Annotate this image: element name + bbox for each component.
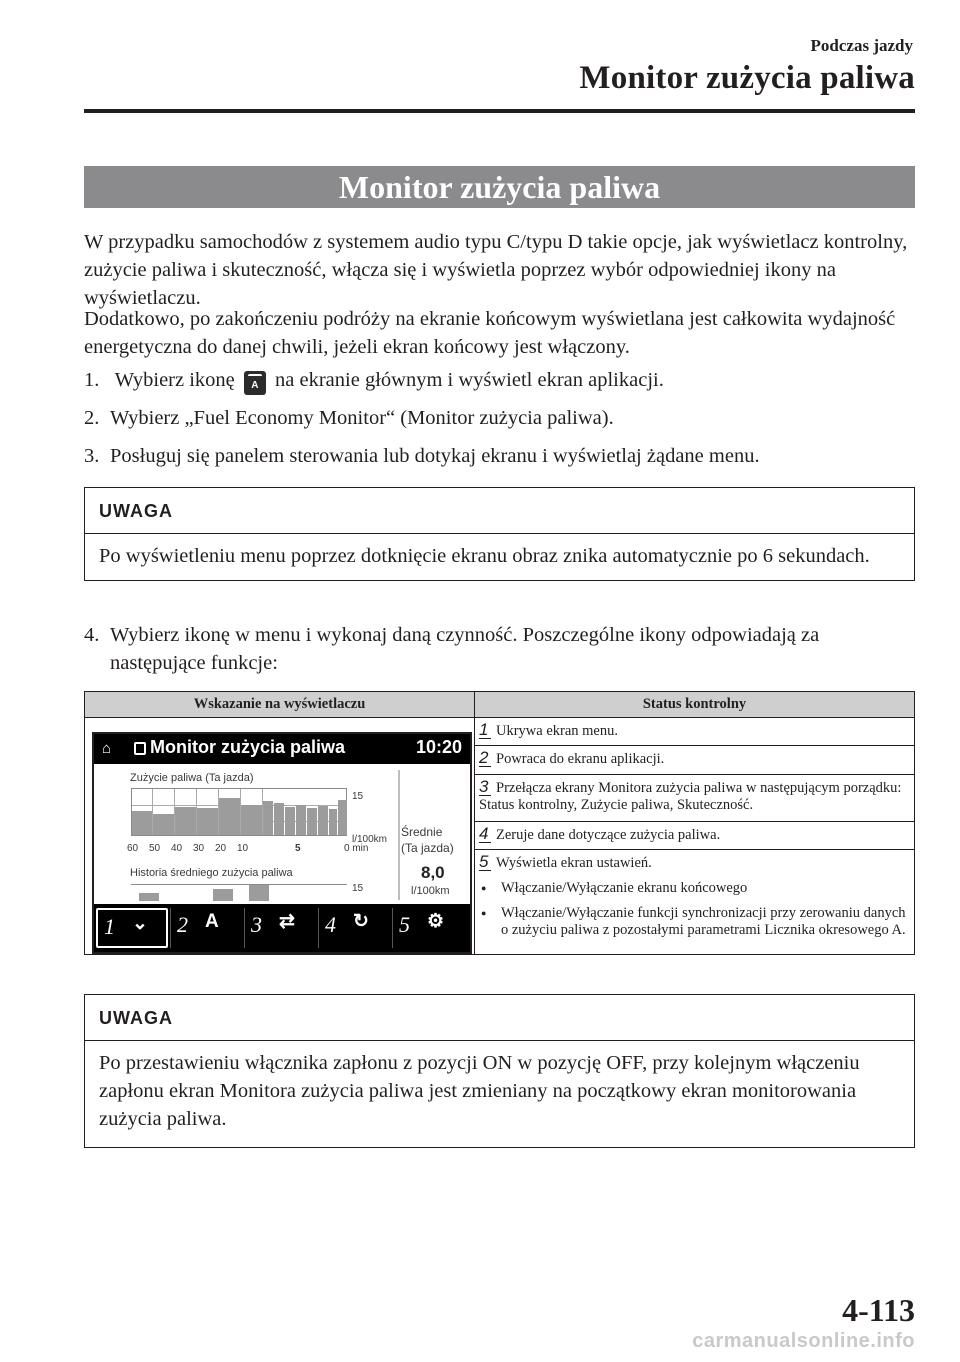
row-number: 4 [479, 825, 491, 843]
step-number: 2. [84, 407, 100, 429]
average-label: Średnie [401, 825, 443, 839]
row-text: Przełącza ekrany Monitora zużycia paliwa w następującym porządku: Status kontrolny, Zużycie paliwa, Skuteczność. [479, 779, 902, 813]
app-icon: A [205, 911, 219, 932]
step-3 [84, 442, 914, 470]
history-bar [139, 893, 159, 901]
chart-bar [329, 809, 337, 835]
screen-clock: 10:20 [415, 737, 462, 757]
home-icon: ⌂ [102, 740, 112, 757]
page-number: 4-113 [842, 1292, 915, 1328]
intro-paragraph-2: Dodatkowo, po zakończeniu podróży na ekranie końcowym wyświetlana jest całkowita wydajność energetyczna do danej chwili, jeżeli ekran końcowy jest włączony. [84, 308, 896, 358]
table-header-display: Wskazanie na wyświetlaczu [85, 692, 475, 718]
screen-illustration-cell [85, 718, 475, 955]
status-row-5 [475, 850, 915, 955]
row-number: 1 [479, 721, 491, 739]
fuel-monitor-screen [92, 732, 472, 954]
note-header: UWAGA [85, 995, 914, 1041]
chart-bar [132, 811, 152, 835]
row-number: 5 [479, 853, 491, 871]
step-1 [84, 366, 914, 395]
status-row-4 [475, 821, 915, 849]
screen-divider [398, 770, 400, 900]
section-label: Podczas jazdy [810, 36, 913, 55]
section-banner: Monitor zużycia paliwa [84, 166, 915, 208]
x-tick: 40 [171, 843, 183, 854]
average-unit: l/100km [411, 885, 450, 897]
row-text: Powraca do ekranu aplikacji. [496, 751, 665, 768]
x-tick: 50 [149, 843, 161, 854]
button-number: 1 [104, 914, 115, 939]
chart-bar [175, 807, 196, 835]
x-tick: 10 [237, 843, 249, 854]
average-sublabel: (Ta jazda) [401, 841, 454, 855]
status-row-1 [475, 718, 915, 746]
status-row-3 [475, 774, 915, 821]
reset-icon: ↻ [353, 911, 369, 932]
note-box-1 [84, 487, 915, 581]
table-header-status: Status kontrolny [475, 692, 915, 718]
button-number: 2 [177, 912, 188, 937]
x-tick: 30 [193, 843, 205, 854]
step-text-before: Wybierz ikonę [114, 369, 235, 391]
chart-bar [307, 808, 317, 835]
row-number: 3 [479, 778, 491, 796]
x-tick: 0 min [344, 843, 369, 854]
page-title: Monitor zużycia paliwa [579, 60, 915, 96]
reset-button[interactable] [318, 908, 390, 948]
step-number: 4. [84, 624, 100, 646]
chart-bar [296, 805, 306, 835]
chart-bar [241, 805, 262, 835]
switch-screen-icon: ⇄ [279, 911, 295, 932]
chart-bar [338, 800, 347, 835]
screen-top-bar [94, 734, 470, 764]
switch-screen-button[interactable] [244, 908, 316, 948]
status-table [84, 691, 915, 955]
x-tick: 20 [215, 843, 227, 854]
history-bar [249, 885, 269, 901]
chart-unit: l/100km [352, 834, 388, 845]
row-text: Ukrywa ekran menu. [496, 723, 618, 739]
status-row-2 [475, 746, 915, 774]
step-number: 1. [84, 369, 100, 391]
settings-icon: ⚙ [427, 911, 445, 932]
average-value: 8,0 [421, 863, 445, 882]
note-header: UWAGA [85, 488, 914, 534]
note-body: Po wyświetleniu menu poprzez dotknięcie ekranu obraz znika automatycznie po 6 sekundach. [99, 545, 870, 567]
step-text: Posługuj się panelem sterowania lub dotykaj ekranu i wyświetlaj żądane menu. [110, 445, 760, 467]
settings-button[interactable] [392, 908, 470, 948]
step-2 [84, 404, 914, 432]
chart-bar [318, 806, 328, 835]
row-text: Wyświetla ekran ustawień. [496, 855, 652, 872]
step-4 [84, 621, 914, 677]
screen-title: Monitor zużycia paliwa [150, 737, 346, 757]
watermark: carmanualsonline.info [692, 1330, 915, 1352]
x-tick: 60 [127, 843, 139, 854]
hide-menu-icon: ⌄ [132, 913, 148, 934]
note-body: Po przestawieniu włącznika zapłonu z pozycji ON w pozycję OFF, przy kolejnym włączeniu zapłonu ekran Monitora zużycia paliwa jest zmieniany na początkowy ekran monitorowania zużycia paliwa. [99, 1052, 860, 1130]
step-number: 3. [84, 445, 100, 467]
step-text-after: na ekranie głównym i wyświetl ekran aplikacji. [275, 369, 664, 391]
title-rule [84, 109, 915, 113]
chart-ymax: 15 [352, 791, 364, 802]
consumption-chart [131, 788, 347, 836]
button-number: 5 [399, 912, 410, 937]
hide-menu-button[interactable] [96, 908, 168, 948]
chart-bar [197, 808, 218, 835]
row-number: 2 [479, 749, 491, 767]
chart-title: Zużycie paliwa (Ta jazda) [130, 772, 254, 784]
note-box-2 [84, 994, 915, 1148]
history-title: Historia średniego zużycia paliwa [130, 867, 293, 879]
screen-menu-bar [94, 904, 470, 952]
chart-bar [285, 807, 295, 835]
app-icon [134, 742, 146, 755]
app-screen-button[interactable] [170, 908, 242, 948]
button-number: 3 [251, 912, 262, 937]
history-ymax: 15 [352, 883, 364, 894]
chart-bar [219, 798, 240, 835]
x-tick: 5 [295, 843, 301, 854]
history-bar [213, 889, 233, 901]
row-text: Zeruje dane dotyczące zużycia paliwa. [496, 826, 721, 843]
bullet-item: ● Włączanie/Wyłączanie funkcji synchronizacji przy zerowaniu danych o zużyciu paliwa z pozostałymi parametrami Licznika okresowego A. [479, 905, 910, 939]
step-text: Wybierz „Fuel Economy Monitor“ (Monitor zużycia paliwa). [110, 407, 614, 429]
chart-bar [153, 814, 174, 835]
bullet-item: ● Włączanie/Wyłączanie ekranu końcowego [479, 880, 910, 897]
app-icon: A [244, 371, 266, 395]
chart-bar [274, 803, 284, 835]
step-text: Wybierz ikonę w menu i wykonaj daną czynność. Poszczególne ikony odpowiadają za następujące funkcje: [110, 624, 820, 674]
intro-paragraph-1: W przypadku samochodów z systemem audio typu C/typu D takie opcje, jak wyświetlacz kontrolny, zużycie paliwa i skuteczność, włącza się i wyświetla poprzez wybór odpowiedniej ikony na wyświetlaczu. [84, 231, 908, 309]
chart-bar [263, 801, 273, 835]
button-number: 4 [325, 912, 336, 937]
